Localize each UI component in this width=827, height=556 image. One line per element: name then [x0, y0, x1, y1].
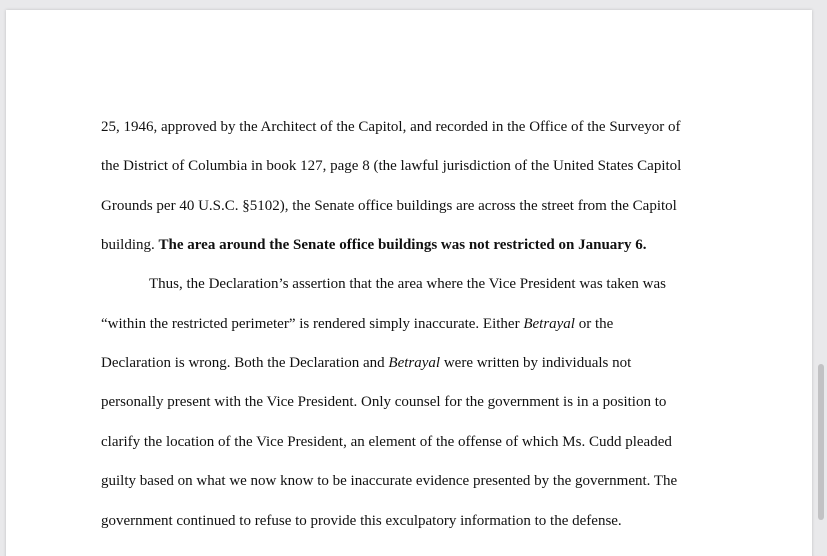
text-segment: “within the restricted perimeter” is rendered simply inaccurate. Either — [101, 316, 524, 332]
text-line-4 — [101, 235, 646, 255]
text-segment: were written by individuals not — [440, 355, 632, 371]
text-line-6 — [101, 314, 613, 334]
text-segment: Thus, the Declaration’s assertion that the area where the Vice President was taken was — [149, 276, 666, 292]
text-line-11 — [101, 511, 622, 531]
text-segment: the District of Columbia in book 127, page 8 (the lawful jurisdiction of the United States Capitol — [101, 158, 682, 174]
text-line-8 — [101, 392, 666, 412]
text-line-2 — [101, 156, 681, 176]
text-segment: building. — [101, 237, 159, 253]
text-line-3 — [101, 196, 677, 216]
scrollbar-thumb[interactable] — [818, 364, 824, 520]
text-segment: 25, 1946, approved by the Architect of the Capitol, and recorded in the Office of the Surveyor of — [101, 119, 681, 135]
bold-statement: The area around the Senate office buildings was not restricted on January 6. — [158, 237, 647, 253]
text-line-7 — [101, 353, 631, 373]
document-page — [6, 10, 812, 556]
text-segment: Declaration is wrong. Both the Declaration and — [101, 355, 389, 371]
italic-title: Betrayal — [523, 316, 575, 332]
text-segment: or the — [574, 316, 614, 332]
text-line-5 — [149, 274, 666, 294]
text-segment: government continued to refuse to provide this exculpatory information to the defense. — [101, 513, 622, 529]
text-line-1 — [101, 117, 681, 137]
italic-title: Betrayal — [388, 355, 441, 371]
text-segment: Grounds per 40 U.S.C. §5102), the Senate office buildings are across the street from the Capitol — [101, 198, 677, 214]
text-line-9 — [101, 432, 672, 452]
text-line-10 — [101, 471, 677, 491]
text-segment: guilty based on what we now know to be inaccurate evidence presented by the government. The — [101, 473, 678, 489]
text-segment: personally present with the Vice President. Only counsel for the government is in a position to — [101, 394, 667, 410]
text-segment: clarify the location of the Vice President, an element of the offense of which Ms. Cudd pleaded — [101, 434, 672, 450]
